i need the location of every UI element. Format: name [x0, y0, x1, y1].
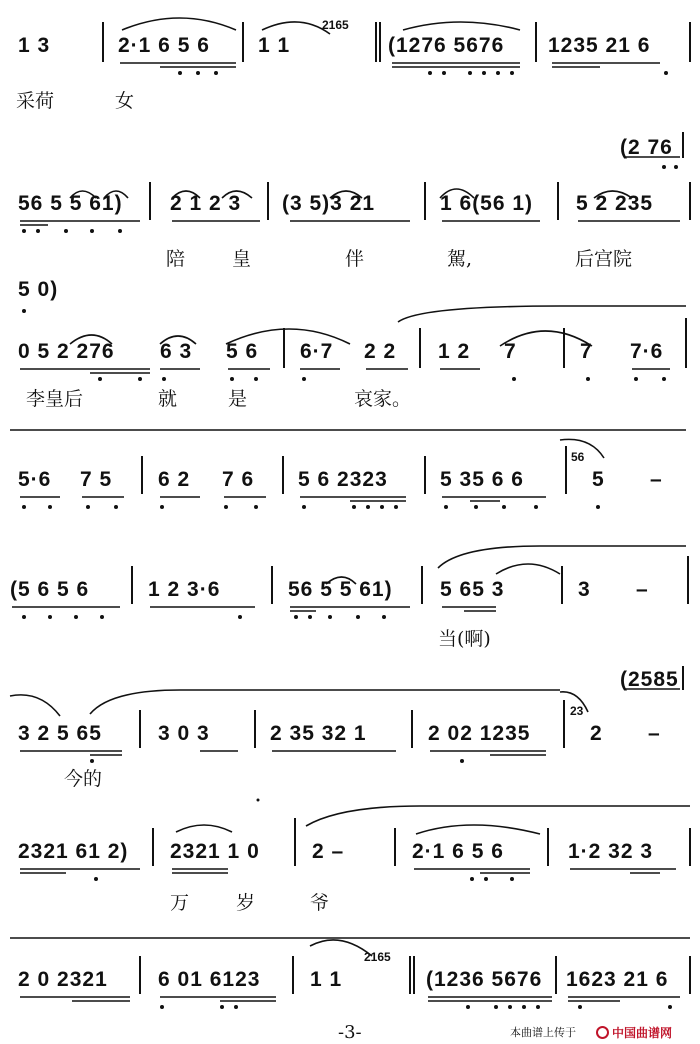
site-brand: 中国曲谱网	[612, 1026, 673, 1040]
note-group: (1276 5676	[388, 34, 505, 57]
note-group: 2·1 6 5 6	[118, 34, 210, 57]
note-group: 1623 21 6	[566, 968, 669, 991]
note-group: 2	[590, 722, 603, 745]
note-group: 1 6(56 1)	[440, 192, 534, 215]
note-group: 5 35 6 6	[440, 468, 524, 491]
lyric: 就	[158, 388, 178, 410]
note-group: 5 6 2323	[298, 468, 388, 491]
lyric: 采荷	[16, 90, 55, 112]
grace-notes: 23	[570, 704, 584, 718]
note-group: 7 6	[222, 468, 255, 491]
note-group: (3 5)3 21	[282, 192, 376, 215]
note-group: 2 02 1235	[428, 722, 531, 745]
note-group: 2 –	[312, 840, 345, 863]
grace-notes: 56	[571, 450, 585, 464]
note-group: 1 3	[18, 34, 51, 57]
note-group: 1·2 32 3	[568, 840, 654, 863]
note-group: (5 6 5 6	[10, 578, 90, 601]
lyric: 陪	[166, 248, 186, 270]
note-group: 5·6	[18, 468, 52, 491]
note-group: 5 6	[226, 340, 259, 363]
note-group: 5	[592, 468, 605, 491]
note-group: 1 2 3·6	[148, 578, 221, 601]
note-group: 7 5	[80, 468, 113, 491]
grace-notes: 2165	[364, 950, 391, 964]
note-group: 1 1	[310, 968, 343, 991]
lyric: 岁	[236, 892, 256, 914]
note-group: 56 5 5 61)	[18, 192, 123, 215]
note-group: 2321 61 2)	[18, 840, 129, 863]
note-group: 1235 21 6	[548, 34, 651, 57]
note-group: –	[636, 578, 649, 601]
note-group: 2·1 6 5 6	[412, 840, 504, 863]
note-group: 3 0 3	[158, 722, 210, 745]
note-group: 56 5 5 61)	[288, 578, 393, 601]
note-group: 7	[580, 340, 593, 363]
note-group: 2 0 2321	[18, 968, 108, 991]
lyric: 后宫院	[575, 248, 633, 270]
lyric: 万	[170, 892, 190, 914]
lyric: 当(啊)	[438, 628, 491, 650]
grace-notes: 2165	[322, 18, 349, 32]
lyric: 是	[228, 388, 248, 410]
note-group: 0 5 2 276	[18, 340, 115, 363]
lyric: 女	[115, 90, 135, 112]
lyric: 今的	[64, 768, 103, 790]
upload-note: 本曲谱上传于	[510, 1026, 576, 1039]
note-group: 2 1 2 3	[170, 192, 242, 215]
note-group: 7	[504, 340, 517, 363]
beams	[12, 63, 680, 1001]
note-group: 1 1	[258, 34, 291, 57]
note-group: 2 35 32 1	[270, 722, 367, 745]
lyric: 李皇后	[26, 388, 84, 410]
note-group: (1236 5676	[426, 968, 543, 991]
lyric: 皇	[232, 248, 252, 270]
note-group: –	[648, 722, 661, 745]
note-group: 1 2	[438, 340, 471, 363]
note-group: 3	[578, 578, 591, 601]
lyric: 哀家。	[354, 388, 412, 410]
lyric: 駕,	[447, 248, 473, 270]
note-group: 6 01 6123	[158, 968, 261, 991]
note-group: 5 2 235	[576, 192, 654, 215]
lyric: 爷	[310, 892, 330, 914]
pre-note: (2585	[620, 668, 679, 691]
pre-note: (2 76	[620, 136, 673, 159]
note-group: 6·7	[300, 340, 334, 363]
note-group: 2321 1 0	[170, 840, 260, 863]
note-group: 7·6	[630, 340, 664, 363]
lyric: 伴	[345, 248, 365, 270]
pre-note: 5 0)	[18, 278, 59, 301]
note-group: 6 2	[158, 468, 191, 491]
page-number: -3-	[338, 1022, 362, 1043]
note-group: 6 3	[160, 340, 193, 363]
note-group: 5 65 3	[440, 578, 505, 601]
note-group: –	[650, 468, 663, 491]
note-group: 3 2 5 65	[18, 722, 102, 745]
slurs	[10, 18, 690, 956]
note-group: 2 2	[364, 340, 397, 363]
